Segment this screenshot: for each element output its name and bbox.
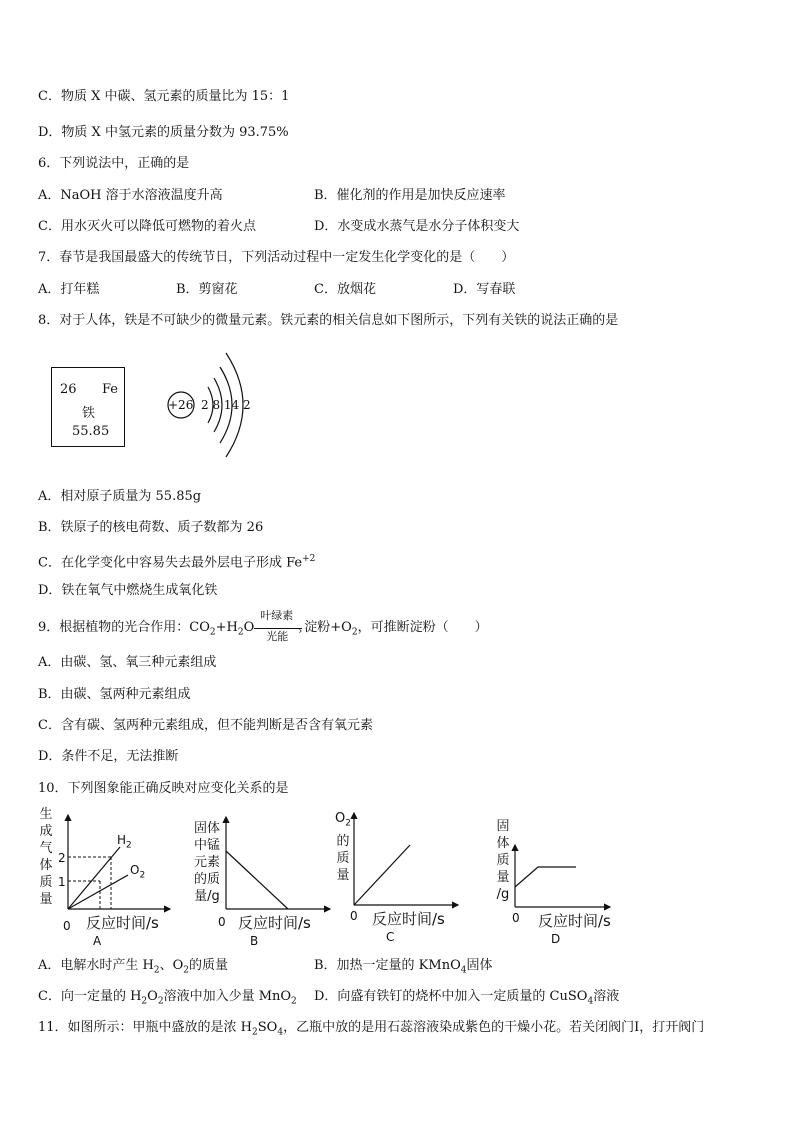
q6-option-a: A．NaOH 溶于水溶液温度升高 [38,188,223,203]
graph-c-ylabel: $O_2$ 的 质 量 [335,811,351,883]
q10-option-a: A．电解水时产生 $H_2$、$O_2$的质量 [38,958,229,976]
graph-a-o2-label: $O_2$ [130,863,146,881]
q10-option-d: D．向盛有铁钉的烧杯中加入一定质量的 CuSO$_4$溶液 [314,989,620,1007]
b-line [226,851,288,909]
q9-option-a: A．由碳、氢、氧三种元素组成 [38,655,217,670]
q7-option-a: A．打年糕 [38,282,100,297]
o2-line [68,875,128,909]
q7-option-c: C．放烟花 [314,282,376,297]
q10-option-c: C．向一定量的 $H_2O_2$溶液中加入少量 MnO$_2$ [38,989,297,1007]
h2-line [68,847,120,909]
graph-d-letter: D [551,932,561,946]
graph-c-letter: C [386,930,395,944]
q7-stem: 7．春节是我国最盛大的传统节日，下列活动过程中一定发生化学变化的是（ ） [38,250,515,265]
q8-stem: 8．对于人体，铁是不可缺少的微量元素。铁元素的相关信息如下图所示，下列有关铁的说法正确的是 [38,313,619,328]
q6-option-b: B．催化剂的作用是加快反应速率 [314,188,506,203]
q6-option-d: D．水变成水蒸气是水分子体积变大 [314,219,520,234]
graph-d-origin: 0 [512,911,520,925]
q9-stem: 9．根据植物的光合作用：$CO_2+H_2O$ 叶绿素 › 光能 淀粉$+O_2$，可推断淀粉（ ） [38,609,488,643]
electron-shells: 2 8 14 2 [201,398,251,412]
q8-option-c: C．在化学变化中容易失去最外层电子形成 $Fe^{+2}$ [38,554,316,571]
q6-stem: 6．下列说法中，正确的是 [38,156,190,171]
element-symbol: Fe [102,382,119,397]
q9-option-c: C．含有碳、氢两种元素组成，但不能判断是否含有氧元素 [38,718,373,733]
c-line [354,845,410,905]
atomic-mass: 55.85 [72,424,110,439]
graph-d-xlabel: 反应时间/s [538,912,611,930]
q7-option-b: B．剪窗花 [176,282,238,297]
graph-a-xlabel: 反应时间/s [86,914,159,932]
atomic-number: 26 [60,382,77,397]
q11-stem: 11．如图所示：甲瓶中盛放的是浓 $H_2SO_4$，乙瓶中放的是用石蕊溶液染成紫色的干燥小花。若关闭阀门Ⅰ，打开阀门 [38,1020,705,1038]
graph-b-origin: 0 [218,915,226,929]
q7-option-d: D．写春联 [453,282,516,297]
graph-b-xlabel: 反应时间/s [238,914,311,932]
graph-a-ylabel: 生 成 气 体 质 量 [39,807,53,907]
reaction-arrow: 叶绿素 › 光能 [254,620,304,636]
element-card [51,367,125,447]
graph-a-tick-2: 2 [58,851,66,865]
q6-option-c: C．用水灭火可以降低可燃物的着火点 [38,219,256,234]
q5-option-d: D．物质 X 中氢元素的质量分数为 93.75% [38,125,289,140]
graph-d-ylabel: 固 体 质 量 /g [496,819,510,902]
q10-option-b: B．加热一定量的 KMnO$_4$固体 [314,958,493,976]
q10-stem: 10．下列图象能正确反映对应变化关系的是 [38,781,289,796]
graph-a-origin: 0 [63,919,71,933]
q8-option-b: B．铁原子的核电荷数、质子数都为 26 [38,520,264,535]
q8-option-a: A．相对原子质量为 55.85g [38,489,202,504]
q9-option-b: B．由碳、氢两种元素组成 [38,687,191,702]
graph-a-letter: A [93,934,102,948]
graph-a-h2-label: $H_2$ [117,833,132,851]
graph-b-ylabel: 固体 中锰 元素 的质 量/g [193,821,220,904]
graph-c-origin: 0 [350,909,358,923]
nucleus-charge: +26 [168,398,194,412]
q5-option-c: C．物质 X 中碳、氢元素的质量比为 15：1 [38,89,290,104]
d-line [515,867,576,887]
graph-b-letter: B [250,934,259,948]
element-name: 铁 [82,406,96,421]
graph-c-xlabel: 反应时间/s [372,910,445,928]
q9-option-d: D．条件不足，无法推断 [38,749,179,764]
graph-a-tick-1: 1 [58,875,66,889]
q8-option-d: D．铁在氧气中燃烧生成氧化铁 [38,583,218,598]
